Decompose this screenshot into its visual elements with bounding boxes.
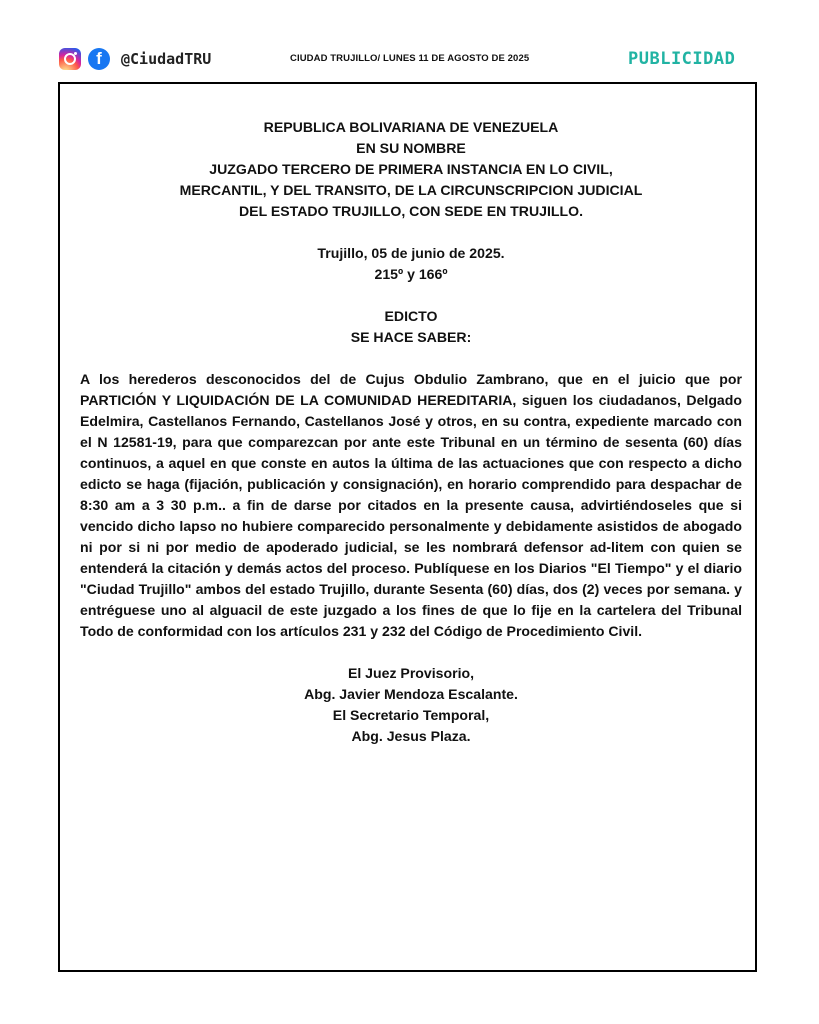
signature-line: Abg. Jesus Plaza. <box>351 728 471 744</box>
instagram-dot <box>74 52 77 55</box>
newspaper-dateline: CIUDAD TRUJILLO/ LUNES 11 DE AGOSTO DE 2025 <box>290 53 530 64</box>
signature-line: El Juez Provisorio, <box>347 665 475 681</box>
place-date-block <box>80 243 742 285</box>
heading-line: EN SU NOMBRE <box>356 140 466 156</box>
edict-title: EDICTO <box>384 308 438 324</box>
years: 215º y 166º <box>374 266 448 282</box>
edict-body: A los herederos desconocidos del de Cujus Obdulio Zambrano, que en el juicio que por PARTICIÓN Y LIQUIDACIÓN DE LA COMUNIDAD HEREDITARIA, siguen los ciudadanos, Delgado Edelmira, Castellanos Fernando, Castellanos José y otros, en su contra, expediente marcado con el N 12581-19, para que comparezcan por ante este Tribunal en un término de sesenta (60) días continuos, a aquel en que conste en autos la última de las actuaciones que con respecto a dicho edicto se haga (fijación, publicación y consignación), en horario comprendido para despachar de 8:30 am a 3 30 p.m.. a fin de darse por citados en la presente causa, advirtiéndoseles que si vencido dicho lapso no hubiere comparecido personalmente y debidamente asistidos de abogado ni por si ni por medio de apoderado judicial, se les nombrará defensor ad-litem con quien se entenderá la citación y demás actos del proceso. Publíquese en los Diarios "El Tiempo" y el diario "Ciudad Trujillo" ambos del estado Trujillo, durante Sesenta (60) días, dos (2) veces por semana. y entréguese uno al alguacil de este juzgado a los fines de que lo fije en la cartelera del Tribunal Todo de conformidad con los artículos 231 y 232 del Código de Procedimiento Civil. <box>80 371 742 639</box>
signature-line: Abg. Javier Mendoza Escalante. <box>304 686 518 702</box>
facebook-icon[interactable] <box>88 48 110 70</box>
facebook-glyph: f <box>96 49 102 68</box>
instagram-icon[interactable] <box>59 48 81 70</box>
header-bar <box>0 0 819 80</box>
place-date: Trujillo, 05 de junio de 2025. <box>317 245 505 261</box>
heading-line: JUZGADO TERCERO DE PRIMERA INSTANCIA EN LO CIVIL, <box>209 161 613 177</box>
heading-line: DEL ESTADO TRUJILLO, CON SEDE EN TRUJILLO. <box>238 203 584 219</box>
social-handle[interactable]: @CiudadTRU <box>121 50 212 68</box>
edict-title-block <box>80 306 742 348</box>
edict-content <box>80 117 742 747</box>
signatures-block <box>80 663 742 747</box>
heading-line: REPUBLICA BOLIVARIANA DE VENEZUELA <box>263 119 559 135</box>
edict-subtitle: SE HACE SABER: <box>350 329 472 345</box>
publicidad-label: PUBLICIDAD <box>628 49 736 69</box>
court-heading <box>80 117 742 222</box>
heading-line: MERCANTIL, Y DEL TRANSITO, DE LA CIRCUNSCRIPCION JUDICIAL <box>179 182 643 198</box>
signature-line: El Secretario Temporal, <box>332 707 490 723</box>
